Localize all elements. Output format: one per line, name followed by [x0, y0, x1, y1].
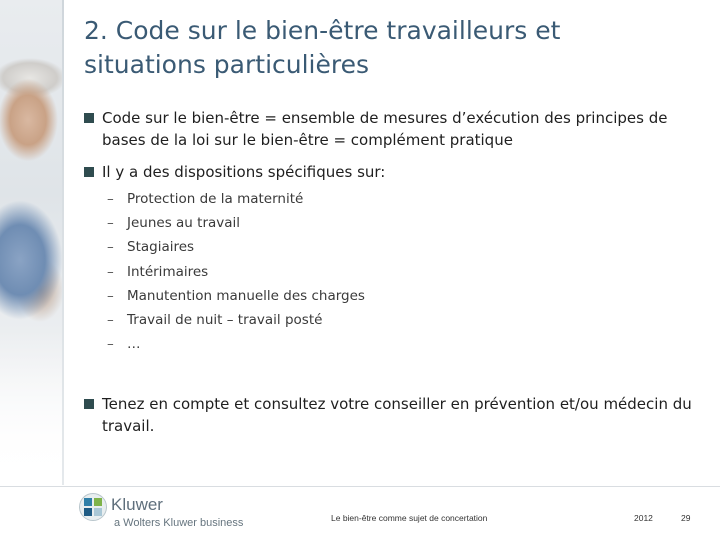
- dash-marker: –: [107, 287, 114, 304]
- sub-list-item: [107, 211, 365, 235]
- page-number: 29: [681, 513, 691, 523]
- sub-list-text: …: [127, 336, 141, 353]
- dash-marker: –: [107, 312, 114, 329]
- sub-list: [107, 187, 365, 356]
- dash-marker: –: [107, 336, 114, 353]
- bullet-text: Code sur le bien-être = ensemble de mesures d’exécution des principes de bases de la loi sur le bien-être = complément pratique: [102, 109, 668, 149]
- sub-list-item: [107, 260, 365, 284]
- footer-divider: [0, 486, 720, 487]
- photo-divider: [62, 0, 64, 485]
- logo-tagline: a Wolters Kluwer business: [114, 517, 244, 529]
- sub-list-text: Jeunes au travail: [127, 215, 241, 232]
- sub-list-text: Stagiaires: [127, 239, 195, 256]
- footer-year: 2012: [634, 513, 653, 523]
- dash-marker: –: [107, 239, 114, 256]
- sub-list-item: [107, 332, 365, 356]
- sub-list-text: Protection de la maternité: [127, 191, 304, 207]
- bullet-item: [84, 161, 694, 183]
- sub-list-text: Intérimaires: [127, 263, 209, 280]
- slide-title: [84, 14, 684, 82]
- bullet-square-icon: [84, 113, 94, 123]
- kluwer-logo-icon: [78, 492, 108, 522]
- bullet-text: Il y a des dispositions spécifiques sur:: [102, 163, 386, 181]
- bullet-square-icon: [84, 399, 94, 409]
- footer-subject: Le bien-être comme sujet de concertation: [331, 513, 488, 523]
- sub-list-item: [107, 187, 365, 211]
- bullet-square-icon: [84, 167, 94, 177]
- bullet-item: [84, 107, 694, 151]
- bullet-text: Tenez en compte et consultez votre conseiller en prévention et/ou médecin du travail.: [102, 395, 692, 435]
- dash-marker: –: [107, 215, 114, 232]
- sub-list-item: [107, 308, 365, 332]
- bullet-item: [84, 393, 694, 437]
- sub-list-text: Travail de nuit – travail posté: [127, 312, 323, 329]
- slide-title-line-2: situations particulières: [84, 50, 370, 79]
- logo-wordmark: Kluwer: [111, 495, 163, 514]
- sub-list-item: [107, 284, 365, 308]
- sub-list-item: [107, 235, 365, 259]
- dash-marker: –: [107, 263, 114, 280]
- kluwer-logo: [78, 490, 318, 534]
- photo-fade: [0, 330, 64, 490]
- sub-list-text: Manutention manuelle des charges: [127, 287, 365, 304]
- dash-marker: –: [107, 191, 114, 207]
- slide-title-line-1: 2. Code sur le bien-être travailleurs et: [84, 16, 561, 45]
